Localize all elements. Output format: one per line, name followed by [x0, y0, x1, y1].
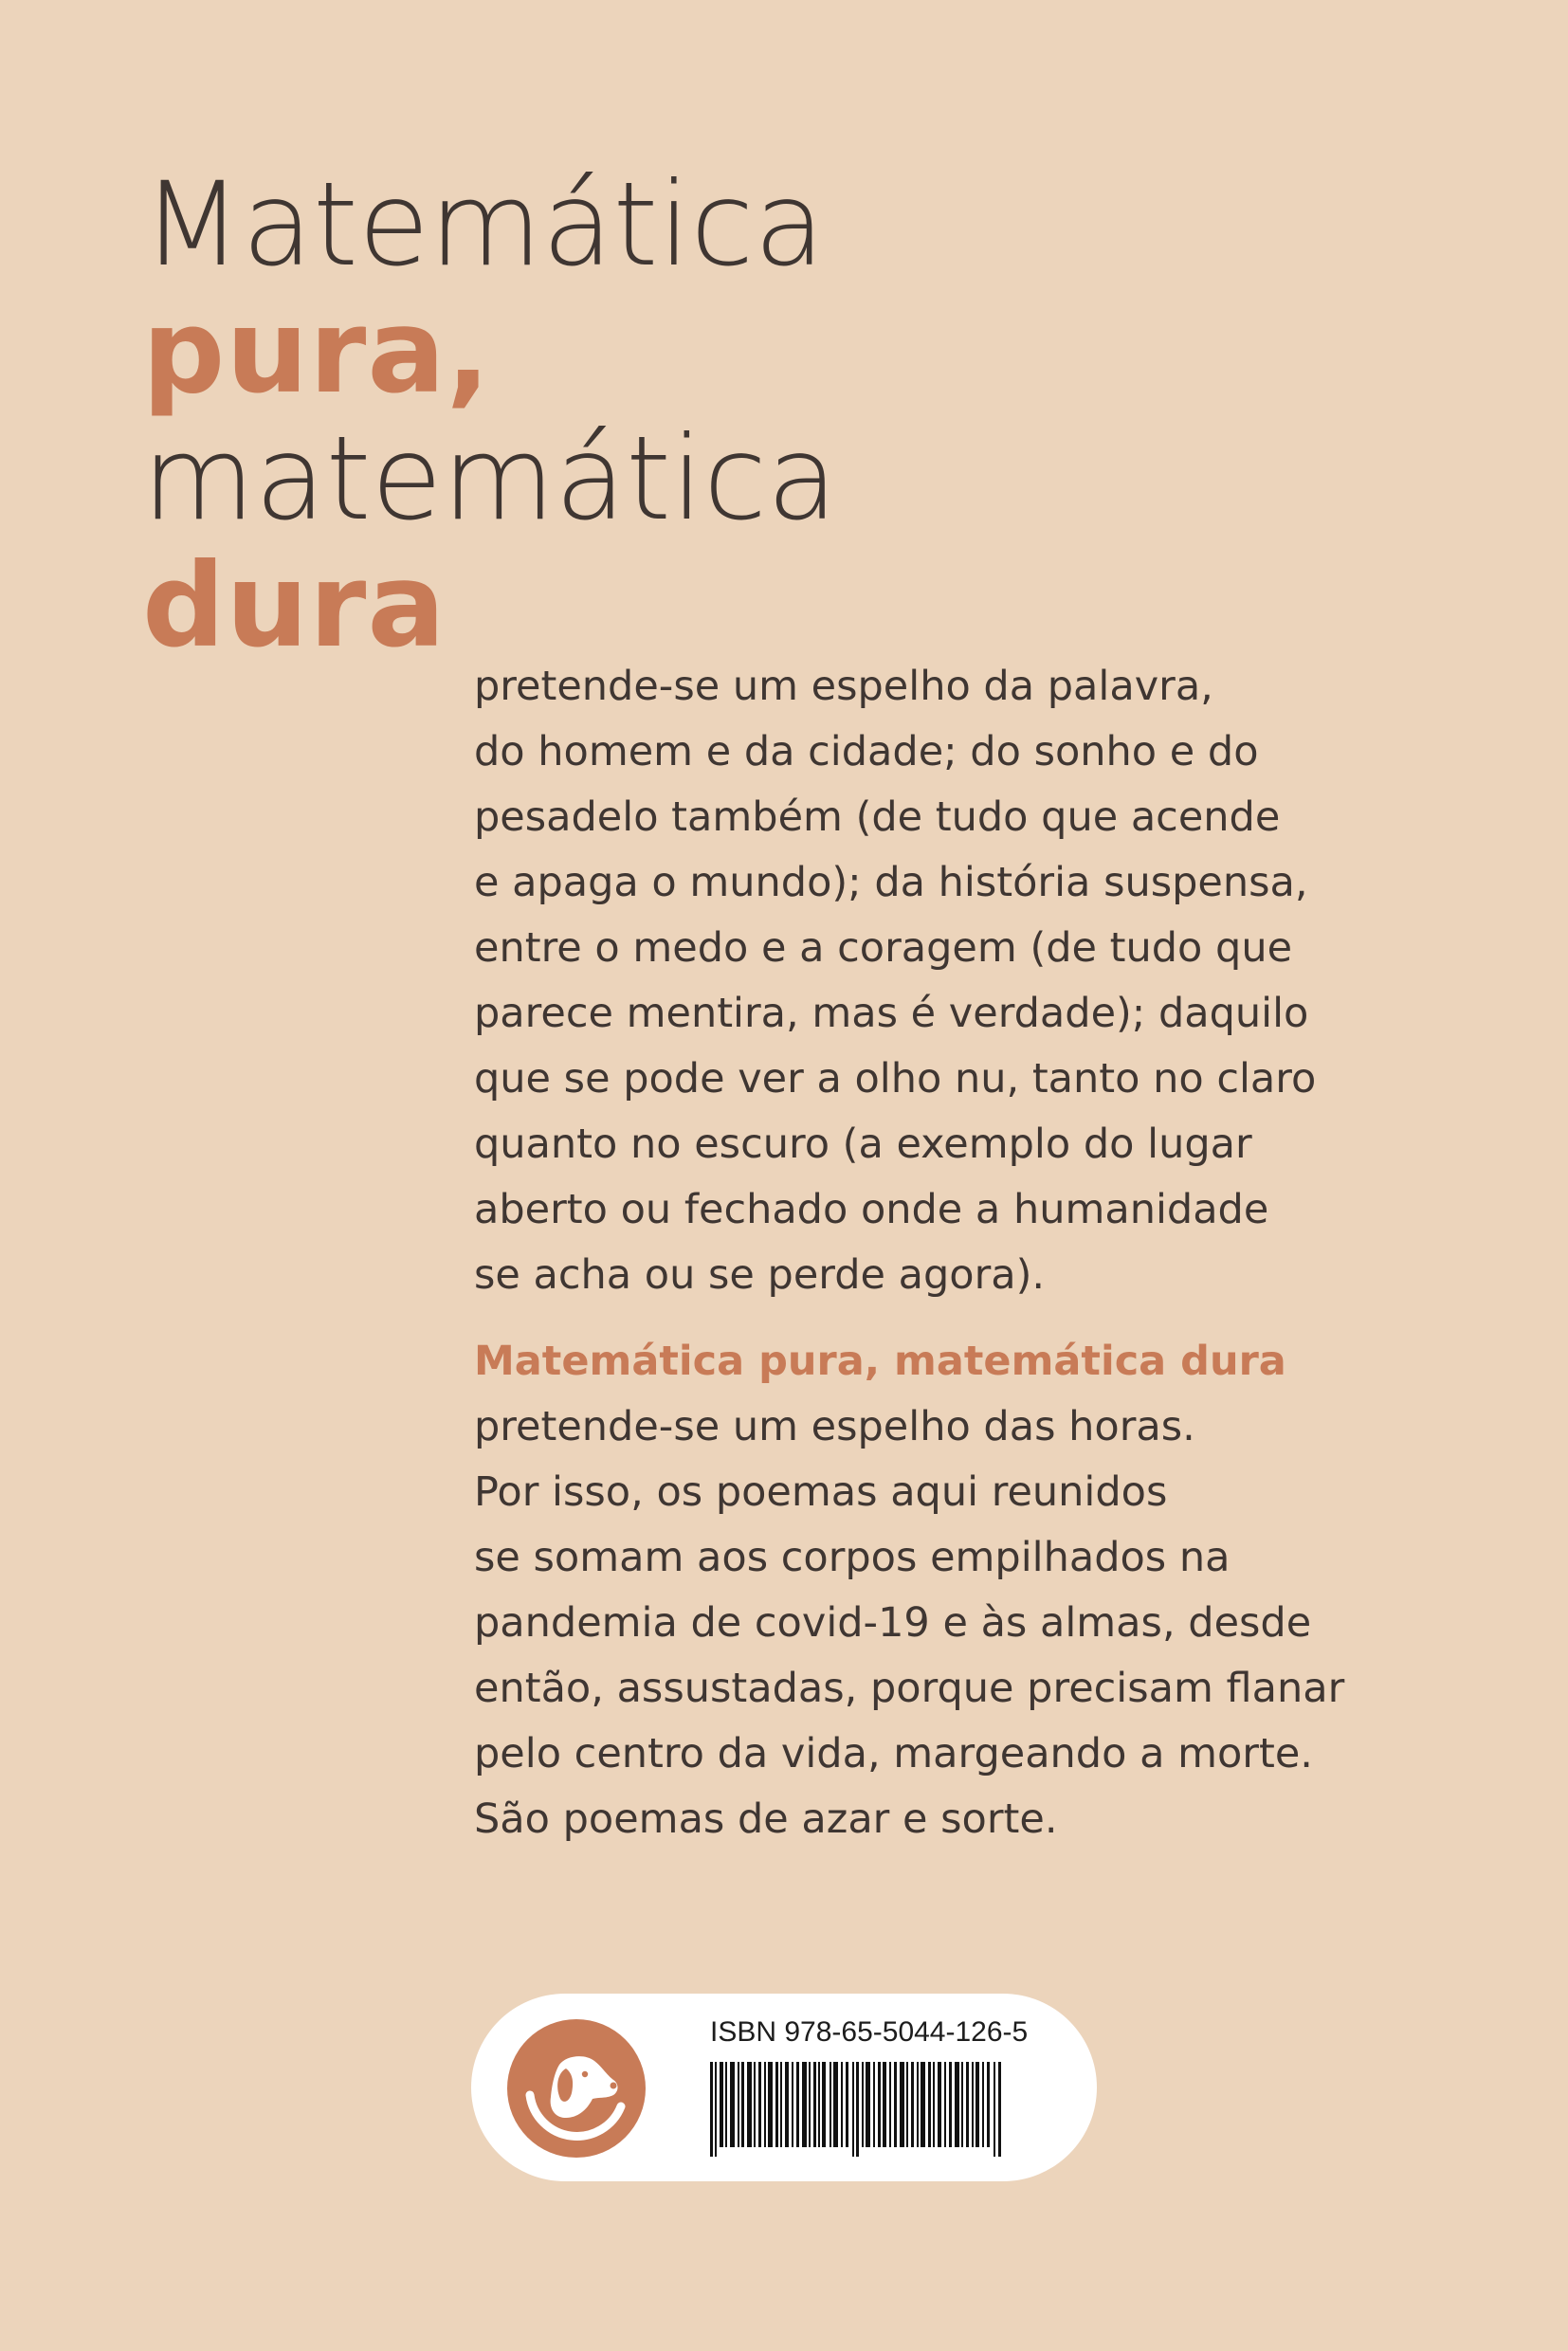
- text-line: e apaga o mundo); da história suspensa,: [474, 859, 1308, 906]
- cover-title: [142, 157, 1090, 673]
- title-line-1: Matemática: [142, 157, 826, 292]
- text-line: se somam aos corpos empilhados na: [474, 1534, 1231, 1581]
- text-line: se acha ou se perde agora).: [474, 1251, 1046, 1299]
- barcode-panel: [471, 1994, 1097, 2181]
- title-line-2: pura,: [142, 284, 492, 419]
- text-line: pesadelo também (de tudo que acende: [474, 793, 1281, 841]
- title-line-4: dura: [142, 538, 447, 673]
- dog-logo-icon: [507, 2019, 646, 2158]
- text-line: que se pode ver a olho nu, tanto no claro: [474, 1055, 1317, 1103]
- blurb-paragraph-2: [474, 1329, 1422, 1852]
- text-line: parece mentira, mas é verdade); daquilo: [474, 990, 1309, 1037]
- text-line: Por isso, os poemas aqui reunidos: [474, 1468, 1168, 1516]
- text-line: quanto no escuro (a exemplo do lugar: [474, 1121, 1252, 1168]
- text-line: entre o medo e a coragem (de tudo que: [474, 924, 1293, 972]
- barcode-icon: [710, 2062, 1004, 2157]
- text-line: pandemia de covid-19 e às almas, desde: [474, 1599, 1312, 1647]
- text-line: São poemas de azar e sorte.: [474, 1795, 1058, 1843]
- text-line: do homem e da cidade; do sonho e do: [474, 728, 1259, 775]
- text-line: pretende-se um espelho das horas.: [474, 1403, 1195, 1450]
- text-line: pretende-se um espelho da palavra,: [474, 663, 1213, 710]
- blurb-paragraph-1: [474, 654, 1422, 1308]
- text-line: pelo centro da vida, margeando a morte.: [474, 1730, 1313, 1777]
- isbn-label: ISBN 978-65-5044-126-5: [710, 2016, 1029, 2048]
- blurb-text: [474, 654, 1422, 1873]
- text-line: então, assustadas, porque precisam flanar: [474, 1665, 1345, 1712]
- title-line-3: matemática: [142, 411, 838, 546]
- text-line: aberto ou fechado onde a humanidade: [474, 1186, 1269, 1233]
- book-title-highlight: Matemática pura, matemática dura: [474, 1338, 1286, 1385]
